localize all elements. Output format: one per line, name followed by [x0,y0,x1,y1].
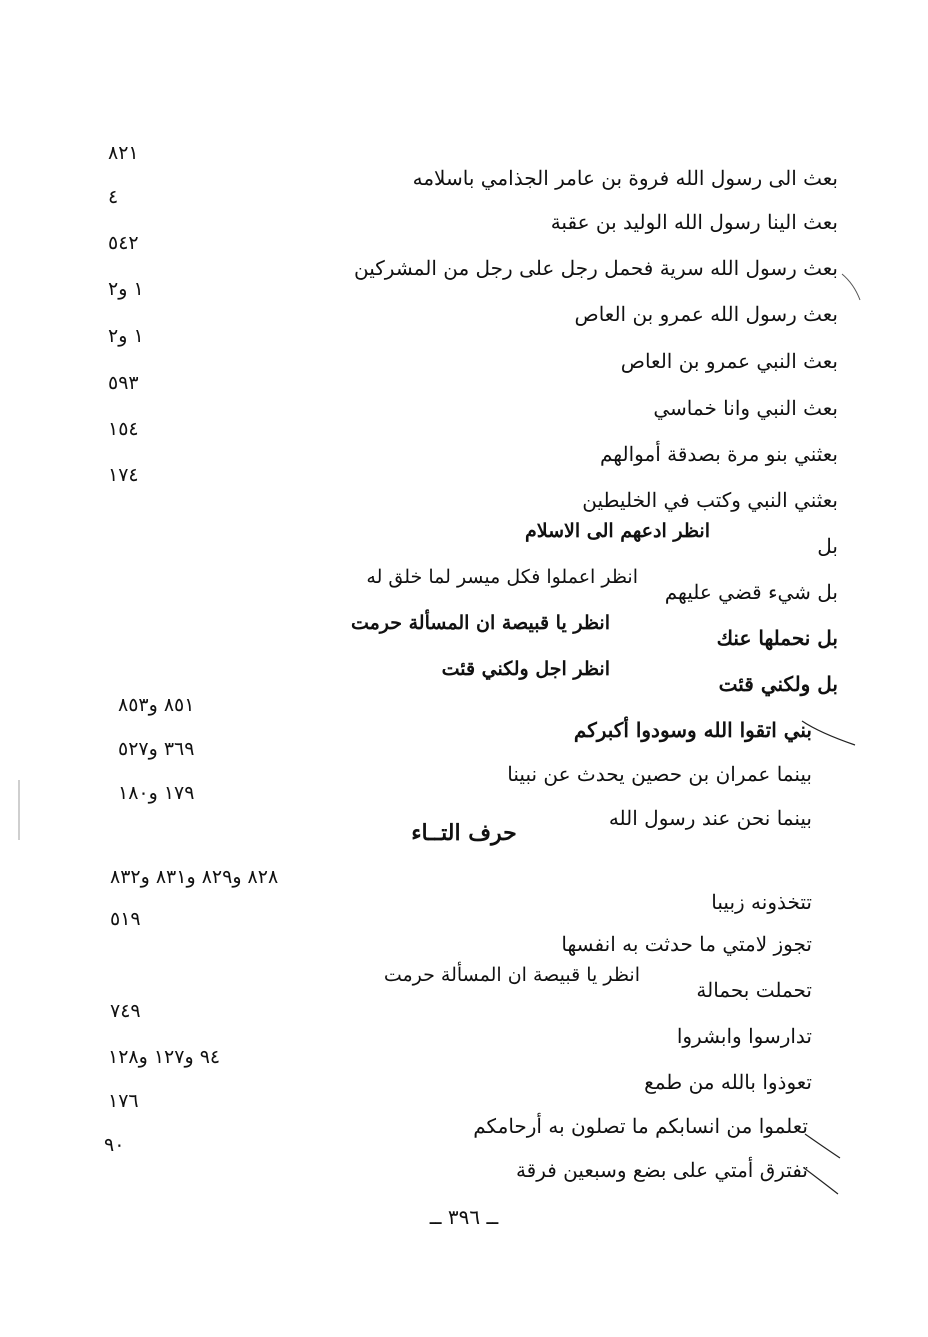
index-entry [90,1134,850,1196]
reference-number: ٣٦٩ و٥٢٧ [118,738,195,760]
hadith-text: تتخذونه زبيبا [711,890,812,914]
hadith-text: تعوذوا بالله من طمع [644,1070,812,1094]
reference-number: ١ و٢ [108,325,144,347]
index-entry [90,418,850,480]
reference-number: ٩٠ [104,1134,125,1156]
reference-number: ٧٤٩ [110,1000,141,1022]
index-entry [90,1046,850,1108]
hadith-text: بعث رسول الله عمرو بن العاص [574,302,838,326]
index-entry [90,186,850,248]
reference-number: ٩٤ و١٢٧ و١٢٨ [108,1046,221,1068]
index-entry [90,464,850,526]
index-entry [90,278,850,340]
reference-number: ٥٤٢ [108,232,139,254]
index-entry [90,372,850,434]
hadith-text: تدارسوا وابشروا [676,1024,812,1048]
pen-mark [840,270,870,310]
hadith-text: بعثني النبي وكتب في الخليطين [582,488,838,512]
hadith-text: بعث الى رسول الله فروة بن عامر الجذامي باسلامه [412,166,838,190]
hadith-text: بل شيء قضي عليهم [664,580,838,604]
cross-reference-entry [90,658,850,710]
see-also-text: انظر اعملوا فكل ميسر لما خلق له [366,566,638,588]
hadith-text: بعث النبي عمرو بن العاص [620,349,838,373]
page-edge-shadow [18,780,20,840]
reference-number: ٨٢١ [108,142,139,164]
reference-number: ١٧٤ [108,464,139,486]
hadith-text: بعث النبي وانا خماسي [653,396,838,420]
hadith-text: بعثني بنو مرة بصدقة أموالهم [599,442,838,466]
hadith-text: بعث الينا رسول الله الوليد بن عقبة [550,210,838,234]
hadith-text: بينما نحن عند رسول الله [608,806,812,830]
reference-number: ٥٩٣ [108,372,139,394]
section-heading: حرف التــاء [411,820,517,846]
reference-number: ٤ [108,186,119,208]
hadith-text: تعلموا من انسابكم ما تصلون به أرحامكم [473,1114,808,1138]
index-entry [90,1090,850,1152]
hadith-text: تحملت بحمالة [696,978,812,1002]
see-also-text: انظر يا قبيصة ان المسألة حرمت [383,964,640,986]
hadith-text: بعث رسول الله سرية فحمل رجل على رجل من المشركين [354,256,838,280]
pen-mark [800,715,860,755]
reference-number: ٨٥١ و٨٥٣ [118,694,195,716]
reference-number: ١ و٢ [108,278,144,300]
hadith-text: بني اتقوا الله وسودوا أكبركم [573,718,812,742]
page-number: ــ ٣٩٦ ــ [429,1205,499,1229]
see-also-text: انظر اجل ولكني قئت [441,658,610,680]
index-entry [90,142,850,204]
hadith-text: بل ولكني قئت [718,672,838,696]
hadith-text: تفترق أمتي على بضع وسبعين فرقة [515,1158,808,1182]
hadith-text: تجوز لامتي ما حدثت به انفسها [561,932,812,956]
index-entry [90,232,850,294]
hadith-text: بل نحملها عنك [716,626,838,650]
hadith-text: بينما عمران بن حصين يحدث عن نبينا [507,762,812,786]
see-also-text: انظر ادعهم الى الاسلام [525,520,710,542]
index-entry [90,694,850,756]
see-also-text: انظر يا قبيصة ان المسألة حرمت [350,612,610,634]
reference-number: ١٧٦ [108,1090,139,1112]
index-entry [90,866,850,928]
hadith-text: بل [817,534,838,558]
index-entry [90,325,850,387]
reference-number: ١٧٩ و١٨٠ [118,782,195,804]
pen-mark [800,1130,850,1210]
index-entry [90,738,850,800]
reference-number: ١٥٤ [108,418,139,440]
cross-reference-entry [90,964,850,1016]
reference-number: ٨٢٨ و٨٢٩ و٨٣١ و٨٣٢ [110,866,279,888]
reference-number: ٥١٩ [110,908,141,930]
